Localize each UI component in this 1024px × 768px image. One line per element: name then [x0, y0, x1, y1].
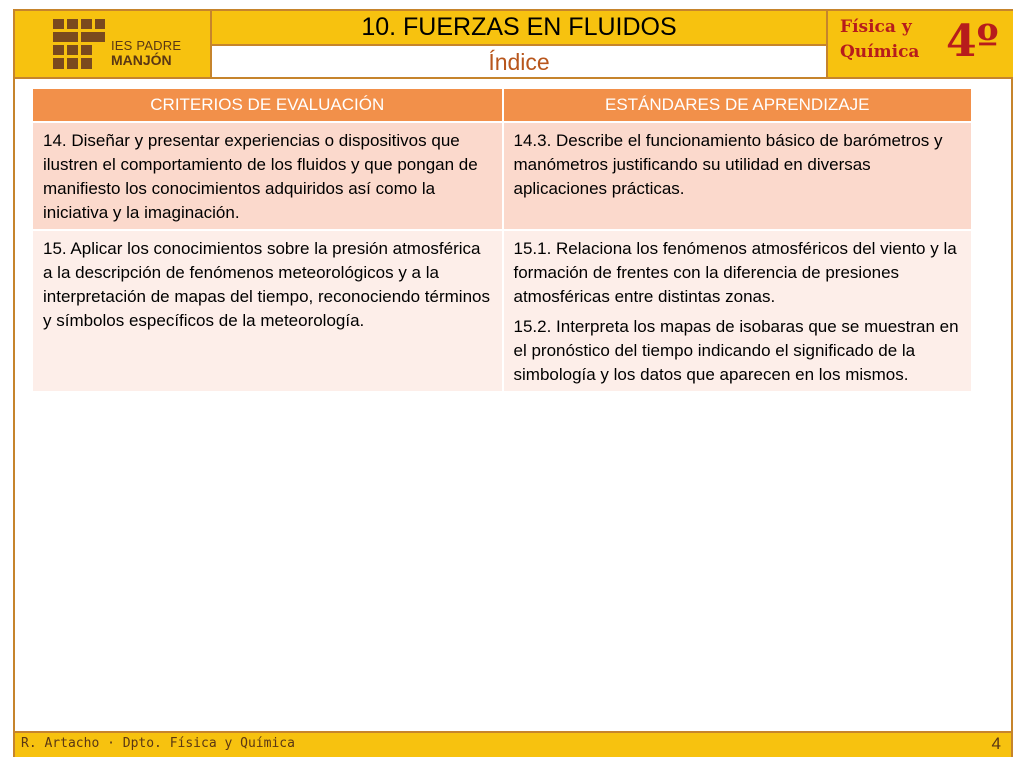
subject-line2: Química: [840, 42, 920, 62]
criterion-text: 14. Diseñar y presentar experiencias o dispositivos que ilustren el comportamiento de los fluidos y que pongan de manifiesto los conocimientos adquiridos así como la iniciativa y la imaginación.: [43, 131, 478, 222]
criterion-cell: [33, 230, 503, 392]
criteria-table: [33, 89, 973, 393]
footer-author: R. Artacho · Dpto. Física y Química: [21, 736, 295, 751]
slide-header: [15, 11, 1011, 79]
standard-text: 14.3. Describe el funcionamiento básico de barómetros y manómetros justificando su utilidad en diversas aplicaciones prácticas.: [513, 131, 943, 198]
school-logo: [15, 11, 212, 77]
table-row: [33, 122, 972, 230]
logo-line1: IES PADRE: [111, 38, 182, 53]
course-level: 4º: [946, 16, 999, 67]
standards-cell: [503, 230, 973, 392]
logo-grid-icon: [53, 19, 105, 69]
standard-text: 15.1. Relaciona los fenómenos atmosféricos del viento y la formación de frentes con la diferencia de presiones atmosféricas entre distintas zonas.: [513, 239, 957, 306]
page-number: 4: [991, 734, 1001, 753]
criterion-cell: [33, 122, 503, 230]
subject-name: [840, 15, 940, 65]
section-subtitle: Índice: [212, 46, 826, 77]
table-header-row: [33, 89, 972, 122]
standard-text: 15.2. Interpreta los mapas de isobaras que se muestran en el pronóstico del tiempo indicando el significado de la simbología y los datos que aparecen en los mismos.: [513, 317, 959, 384]
table-row: [33, 230, 972, 392]
logo-text: [111, 39, 203, 67]
standards-cell: [503, 122, 973, 230]
logo-line2: MANJÓN: [111, 52, 172, 68]
criterion-text: 15. Aplicar los conocimientos sobre la presión atmosférica a la descripción de fenómenos meteorológicos y a la interpretación de mapas del tiempo, reconociendo términos y símbolos específicos de la meteorología.: [43, 239, 490, 330]
slide-footer: [15, 731, 1011, 757]
subject-line1: Física y: [840, 17, 912, 37]
header-standards: ESTÁNDARES DE APRENDIZAJE: [503, 89, 973, 122]
unit-title: 10. FUERZAS EN FLUIDOS: [212, 11, 826, 46]
header-criteria: CRITERIOS DE EVALUACIÓN: [33, 89, 503, 122]
course-badge: [826, 11, 1013, 77]
